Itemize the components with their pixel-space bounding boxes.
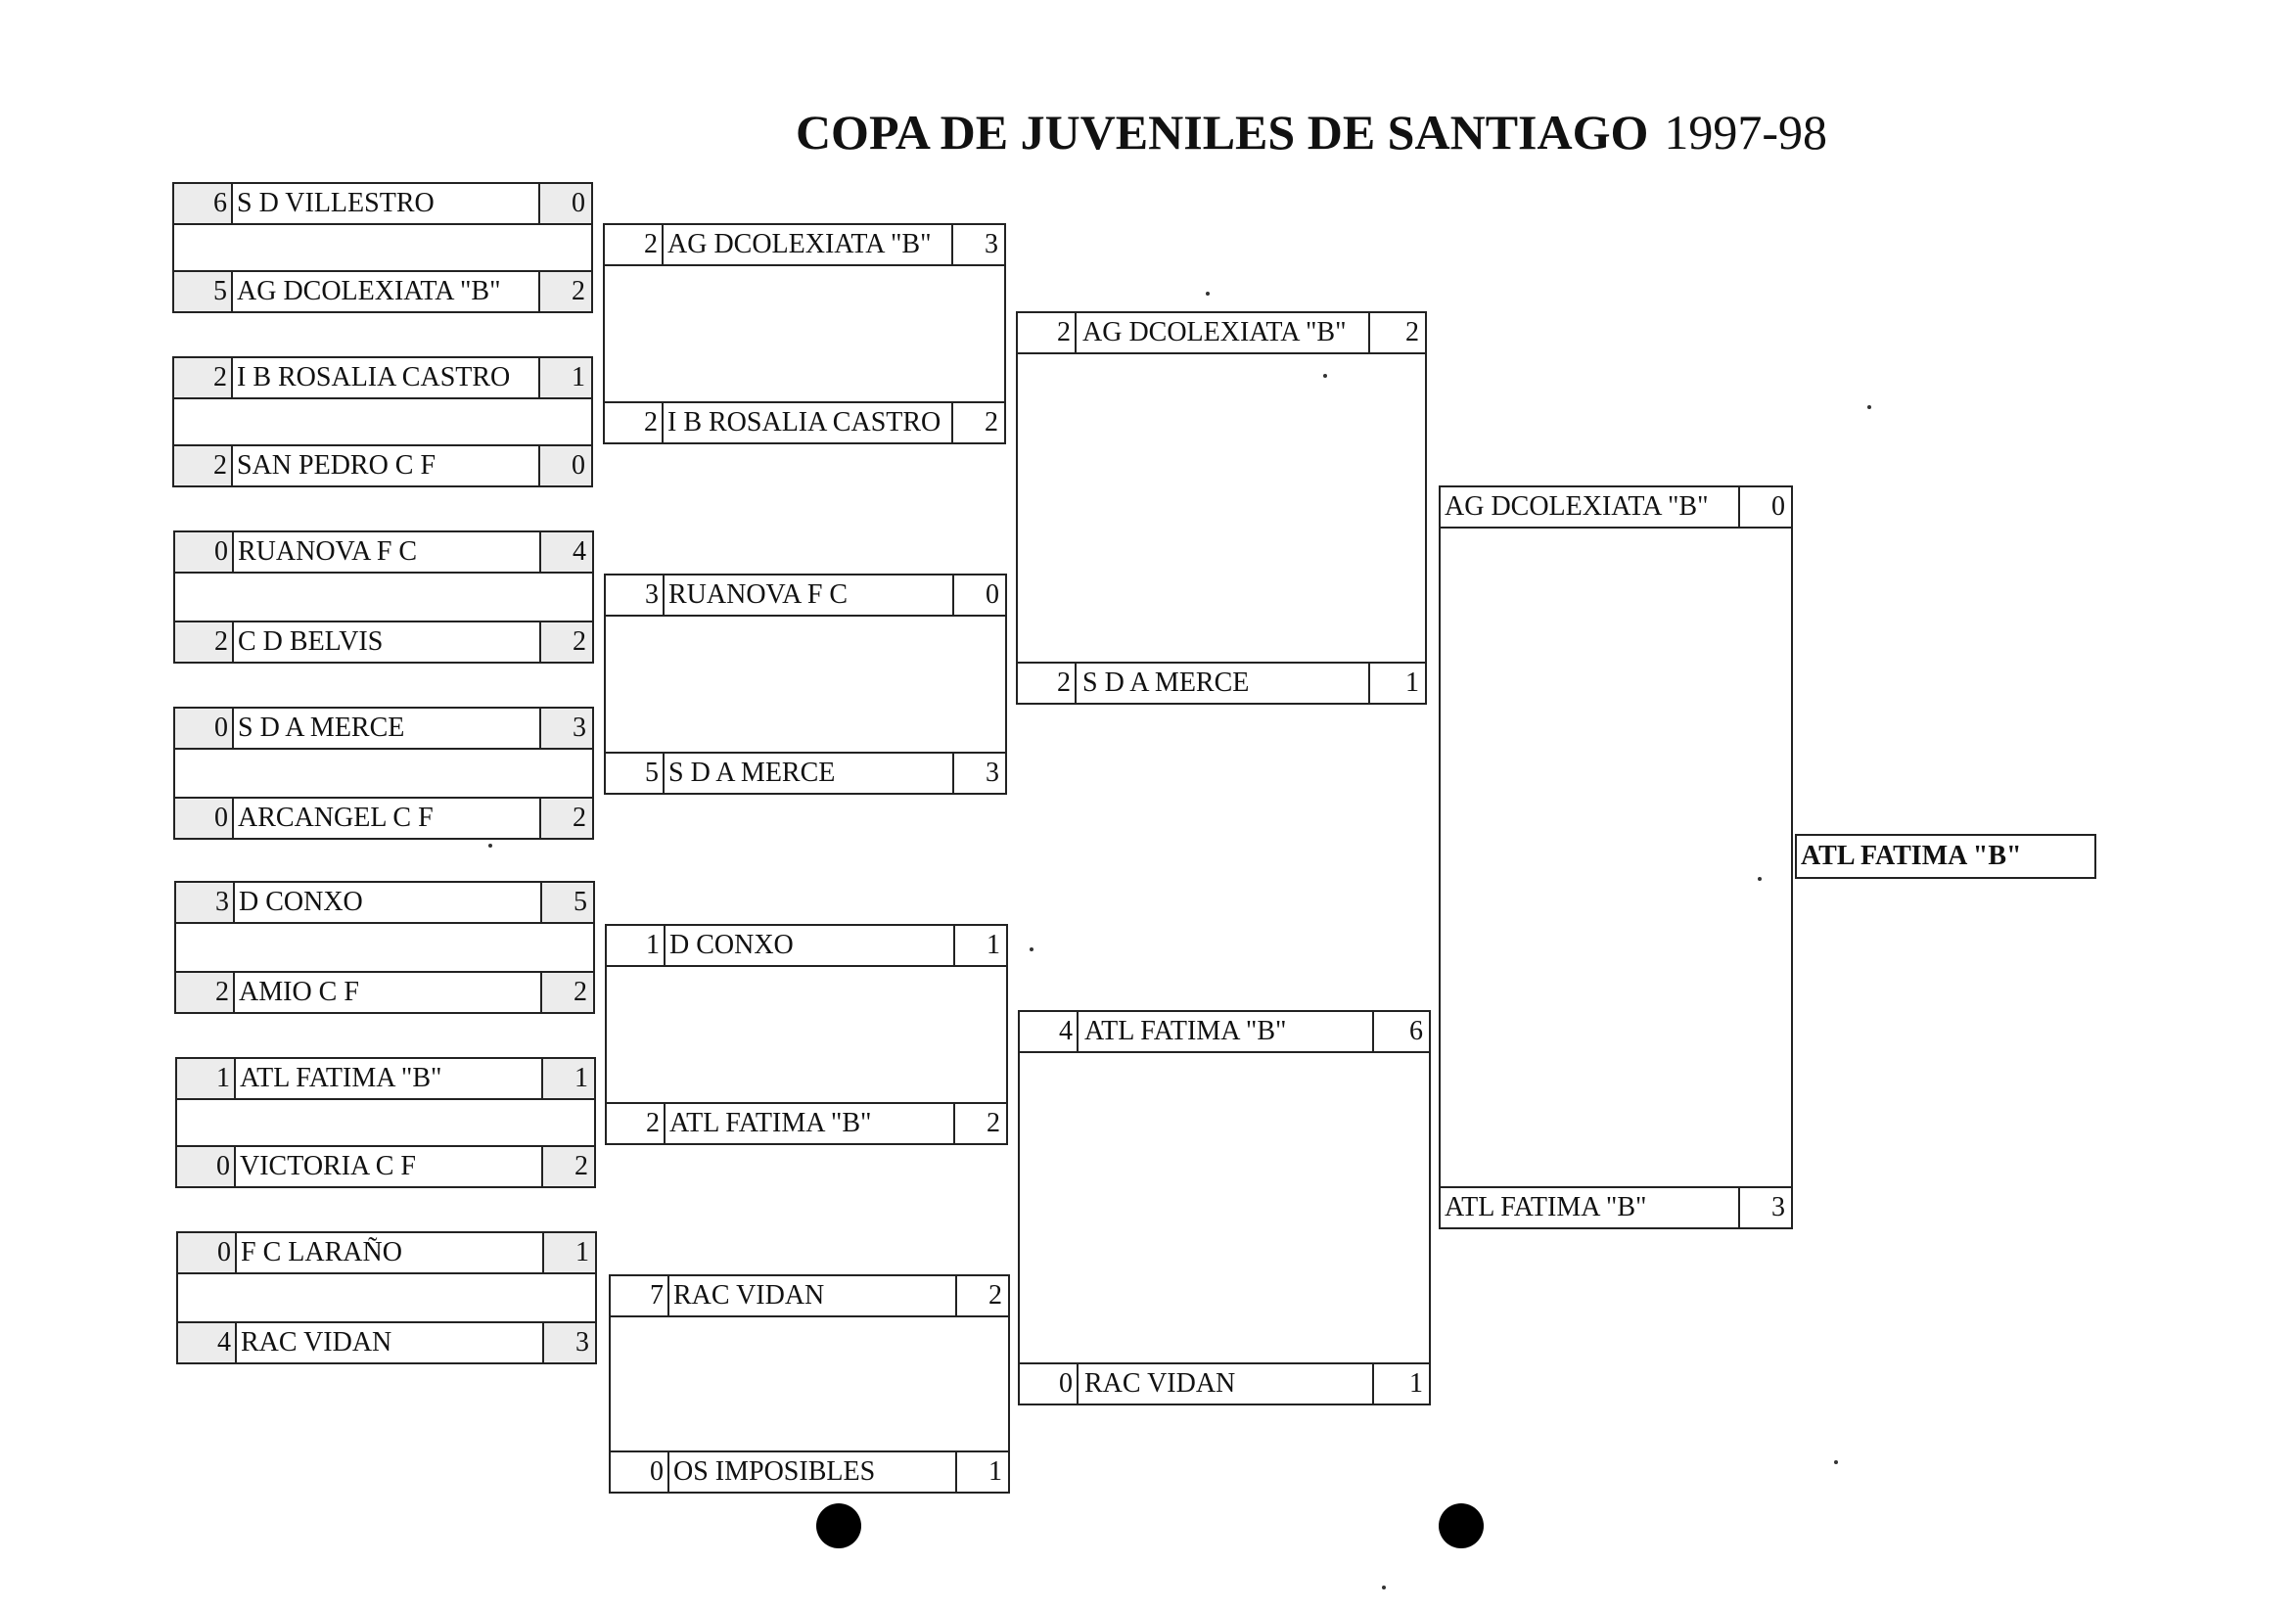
score-leg-1: 2 [174, 446, 233, 485]
team-name: RUANOVA F C [668, 579, 849, 610]
score-leg-1: 7 [611, 1276, 669, 1315]
team-name: VICTORIA C F [236, 1147, 541, 1186]
team-row [176, 883, 593, 924]
score: 0 [1738, 487, 1791, 527]
score-leg-2: 2 [538, 272, 591, 311]
team-name: ATL FATIMA "B" [236, 1059, 541, 1098]
score-leg-1: 5 [174, 272, 233, 311]
team-name: ATL FATIMA "B" [1445, 1192, 1647, 1222]
team-row [1441, 487, 1791, 529]
score-leg-1: 0 [178, 1233, 237, 1272]
team-row [178, 1233, 595, 1274]
scan-speck [1382, 1586, 1386, 1589]
team-name: RAC VIDAN [673, 1280, 825, 1311]
round2-match-2 [604, 574, 1007, 795]
champion-box: ATL FATIMA "B" [1795, 834, 2096, 879]
team-row [606, 575, 1005, 617]
team-row [1020, 1012, 1429, 1053]
round2-match-1 [603, 223, 1006, 444]
team-row [174, 358, 591, 399]
round3-match-2 [1018, 1010, 1431, 1405]
score-leg-2: 6 [1372, 1012, 1429, 1051]
team-name: D CONXO [235, 883, 540, 922]
score-leg-2: 2 [953, 1104, 1006, 1143]
score-leg-2: 2 [951, 403, 1004, 442]
scan-speck [1206, 292, 1210, 296]
scan-speck [1867, 405, 1871, 409]
score-leg-1: 0 [175, 709, 234, 748]
score-leg-1: 5 [606, 754, 665, 793]
score-leg-2: 1 [538, 358, 591, 397]
score-leg-1: 0 [611, 1452, 669, 1492]
team-row [1441, 1186, 1791, 1227]
score-leg-2: 1 [1368, 664, 1425, 703]
round1-match-5 [174, 881, 595, 1014]
team-name: RUANOVA F C [234, 532, 539, 572]
score-leg-2: 3 [952, 754, 1005, 793]
team-row [177, 1145, 594, 1186]
team-row [611, 1276, 1008, 1317]
round1-match-6 [175, 1057, 596, 1188]
score-leg-2: 3 [542, 1323, 595, 1362]
score-leg-2: 0 [538, 184, 591, 223]
team-row [174, 270, 591, 311]
punch-hole [816, 1503, 861, 1548]
team-row [175, 621, 592, 662]
team-name: S D A MERCE [234, 709, 539, 748]
score-leg-2: 3 [951, 225, 1004, 264]
score-leg-1: 2 [1018, 313, 1077, 352]
team-row [174, 444, 591, 485]
round2-match-3 [605, 924, 1008, 1145]
team-row [607, 926, 1006, 967]
round1-match-7 [176, 1231, 597, 1364]
page-title [587, 98, 2036, 166]
team-row [607, 1102, 1006, 1143]
title-season: 1997-98 [1664, 105, 1828, 160]
team-row [611, 1450, 1008, 1492]
score-leg-2: 2 [539, 799, 592, 838]
score: 3 [1738, 1188, 1791, 1227]
score-leg-1: 2 [607, 1104, 666, 1143]
team-row [177, 1059, 594, 1100]
score-leg-1: 4 [178, 1323, 237, 1362]
team-name: AG DCOLEXIATA "B" [667, 229, 932, 259]
score-leg-2: 4 [539, 532, 592, 572]
team-row [1020, 1362, 1429, 1404]
team-name: AG DCOLEXIATA "B" [1082, 317, 1347, 347]
score-leg-1: 1 [177, 1059, 236, 1098]
scan-speck [488, 844, 492, 848]
team-row [178, 1321, 595, 1362]
score-leg-1: 1 [607, 926, 666, 965]
title-main: COPA DE JUVENILES DE SANTIAGO [795, 105, 1649, 160]
score-leg-2: 2 [539, 622, 592, 662]
team-name: RAC VIDAN [237, 1323, 542, 1362]
team-row [176, 971, 593, 1012]
score-leg-1: 0 [175, 799, 234, 838]
score-leg-2: 1 [955, 1452, 1008, 1492]
score-leg-1: 2 [176, 973, 235, 1012]
score-leg-1: 0 [175, 532, 234, 572]
score-leg-2: 1 [541, 1059, 594, 1098]
final-match [1439, 485, 1793, 1229]
round1-match-4 [173, 707, 594, 840]
round1-match-1 [172, 182, 593, 313]
team-row [174, 184, 591, 225]
score-leg-1: 0 [1020, 1364, 1079, 1404]
team-name: ARCANGEL C F [234, 799, 539, 838]
score-leg-2: 0 [952, 575, 1005, 615]
punch-hole [1439, 1503, 1484, 1548]
score-leg-1: 3 [176, 883, 235, 922]
team-name: ATL FATIMA "B" [669, 1108, 872, 1138]
team-row [175, 532, 592, 574]
team-name: S D VILLESTRO [233, 184, 538, 223]
team-name: D CONXO [669, 930, 794, 960]
score-leg-1: 2 [174, 358, 233, 397]
round1-match-2 [172, 356, 593, 487]
score-leg-2: 0 [538, 446, 591, 485]
score-leg-2: 1 [953, 926, 1006, 965]
score-leg-2: 1 [1372, 1364, 1429, 1404]
team-name: S D A MERCE [668, 758, 836, 788]
team-row [175, 709, 592, 750]
team-name: I B ROSALIA CASTRO [667, 407, 941, 437]
team-row [1018, 313, 1425, 354]
score-leg-2: 1 [542, 1233, 595, 1272]
score-leg-1: 2 [175, 622, 234, 662]
scan-speck [1834, 1460, 1838, 1464]
team-row [175, 797, 592, 838]
score-leg-2: 2 [955, 1276, 1008, 1315]
score-leg-1: 0 [177, 1147, 236, 1186]
team-name: AMIO C F [235, 973, 540, 1012]
score-leg-2: 5 [540, 883, 593, 922]
scan-speck [1758, 877, 1762, 881]
team-name: OS IMPOSIBLES [673, 1456, 876, 1487]
team-name: AG DCOLEXIATA "B" [1445, 491, 1709, 522]
score-leg-1: 3 [606, 575, 665, 615]
score-leg-1: 2 [1018, 664, 1077, 703]
score-leg-1: 6 [174, 184, 233, 223]
score-leg-2: 2 [541, 1147, 594, 1186]
team-name: C D BELVIS [234, 622, 539, 662]
team-row [605, 401, 1004, 442]
score-leg-1: 2 [605, 403, 664, 442]
round1-match-3 [173, 530, 594, 664]
team-row [605, 225, 1004, 266]
scan-speck [1323, 374, 1327, 378]
team-name: AG DCOLEXIATA "B" [233, 272, 538, 311]
score-leg-1: 4 [1020, 1012, 1079, 1051]
round3-match-1 [1016, 311, 1427, 705]
team-name: I B ROSALIA CASTRO [233, 358, 538, 397]
team-name: ATL FATIMA "B" [1084, 1016, 1287, 1046]
team-name: RAC VIDAN [1084, 1368, 1236, 1399]
team-row [1018, 662, 1425, 703]
score-leg-2: 2 [1368, 313, 1425, 352]
team-row [606, 752, 1005, 793]
round2-match-4 [609, 1274, 1010, 1494]
score-leg-2: 3 [539, 709, 592, 748]
scan-speck [1030, 947, 1033, 951]
score-leg-2: 2 [540, 973, 593, 1012]
team-name: F C LARAÑO [237, 1233, 542, 1272]
score-leg-1: 2 [605, 225, 664, 264]
team-name: SAN PEDRO C F [233, 446, 538, 485]
team-name: S D A MERCE [1082, 667, 1250, 698]
